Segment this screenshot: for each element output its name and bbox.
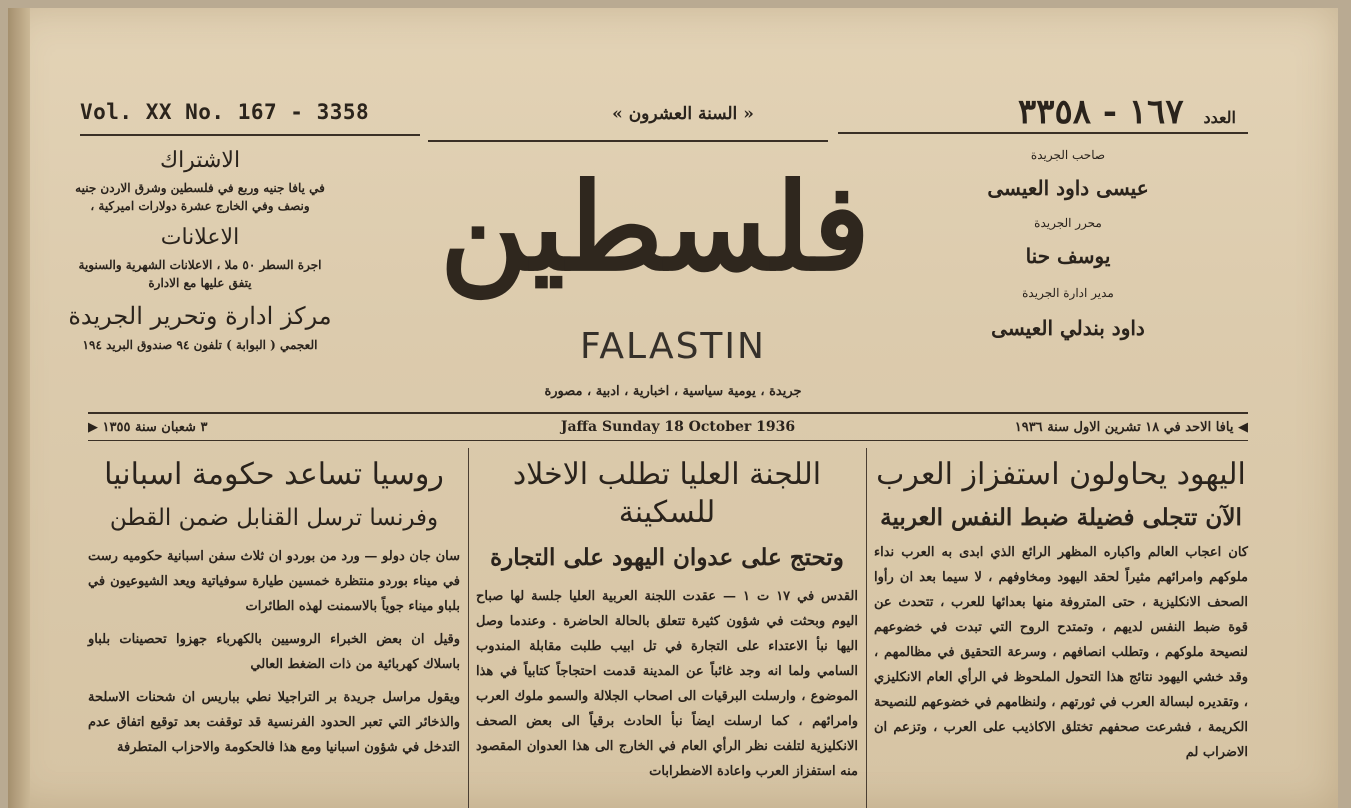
issue-number [1018, 92, 1236, 132]
staff-name: يوسف حنا [1025, 244, 1111, 268]
article-title: اليهود يحاولون استفزاز العرب [876, 457, 1246, 492]
article-paragraph: كان اعجاب العالم واكباره المظهر الرائع الذي ابدى به العرب نداء ملوكهم وامرائهم مثيراً لحقد اليهود ومخاوفهم ، لا سيما بعد ان رأوا الصحف الانكليزية ، حتى المتروفة منها بعدائها للعرب ، تتحدث عن قوة ضبط النفس لديهم ، وتمتدح الروح التي تبدت في خضوعهم لنصيحة ملوكهم ، وتطلب انصافهم ، وسرعة التحقيق في مظالمهم ، وقد خشي اليهود نتائج هذا التحول الملحوظ في الرأي العام الانكليزي ، وتقديره لبسالة العرب في ثورتهم ، ولنظامهم في خضوعهم للنصيحة الكريمة ، فشرعت صحفهم تختلق الاكاذيب على العرب ، وتزعم ان الاضراب لم [874, 545, 1248, 760]
column-divider [866, 448, 867, 808]
masthead-arabic: فلسطين [439, 157, 870, 298]
staff-role: محرر الجريدة [1034, 216, 1102, 230]
article-body [476, 584, 858, 784]
staff-block [938, 148, 1198, 340]
article-subtitle: وفرنسا ترسل القنابل ضمن القطن [109, 505, 439, 531]
article-paragraph: القدس في ١٧ ت ١ — عقدت اللجنة العربية العليا جلسة لها صباح اليوم وبحثت في شؤون كثيرة تتعلق بالحالة الحاضرة . وعندما وصل اليها نبأ الاعتداء على التجارة في تل ابيب طلبت مقابلة المندوب السامي ولما انه وجد غائباً عن المدينة قدمت احتجاجاً كتابياً في هذا الموضوع ، وارسلت البرقيات الى اصحاب الجلالة والسمو ملوك العرب وامرائهم ، كما ارسلت ايضاً نبأ الحادث برقياً الى بعض الصحف الانكليزية لتلفت نظر الرأي العام في الخارج الى هذا العدوان المقصود منه استفزاز العرب واعادة الاضطرابات [476, 589, 858, 779]
newspaper-page [8, 8, 1338, 808]
dateline-english: Jaffa Sunday 18 October 1936 [560, 419, 796, 435]
staff-name: داود بندلي العيسى [991, 316, 1145, 340]
article-title: اللجنة العليا تطلب الاخلاد للسكينة [512, 457, 822, 530]
subscription-line: ونصف وفي الخارج عشرة دولارات اميركية ، [90, 199, 310, 213]
issue-number-value: ١٦٧ - ٣٣٥٨ [1017, 92, 1184, 132]
office-line: العجمي ( البوابة ) تلفون ٩٤ صندوق البريد ١٩٤ [82, 338, 318, 352]
article-body [874, 540, 1248, 765]
header-rule-center [428, 140, 828, 142]
ads-line: يتفق عليها مع الادارة [148, 276, 252, 290]
article-center [476, 456, 858, 792]
page-spine [8, 8, 30, 808]
dateline-rule-top [88, 412, 1248, 414]
ads-title: الاعلانات [160, 225, 240, 250]
year-label: « السنة العشرون » [612, 104, 754, 124]
article-paragraph: وقيل ان بعض الخبراء الروسيين بالكهرباء جهزوا تحصينات بلباو باسلاك كهربائية من ذات الضغط العالي [88, 632, 460, 672]
article-subtitle: وتحتج على عدوان اليهود على التجارة [490, 544, 844, 571]
staff-role: مدير ادارة الجريدة [1022, 286, 1114, 300]
dateline-hijri-text: ٣ شعبان سنة ١٣٥٥ [102, 420, 208, 435]
info-block [40, 148, 360, 354]
issue-label: العدد [1203, 108, 1236, 127]
volume-number: Vol. XX No. 167 - 3358 [80, 100, 370, 124]
subscription-title: الاشتراك [159, 148, 241, 173]
column-divider [468, 448, 469, 808]
article-paragraph: سان جان دولو — ورد من بوردو ان ثلاث سفن اسبانية حكوميه رست في ميناء بوردو منتظرة خمسين طيارة سوفياتية ويعد الشيوعيون في بلباو ميناء جوياً بالاسمنت لهذه الطائرات [88, 549, 460, 614]
article-subtitle: الآن تتجلى فضيلة ضبط النفس العربية [880, 504, 1242, 531]
article-paragraph: ويقول مراسل جريدة بر التراجيلا نطي بباريس ان شحنات الاسلحة والذخائر التي تعبر الحدود الفرنسية قد توقفت بعد توقيع اتفاق عدم التدخل في شؤون اسبانيا ومع هذا فالحكومة والاحزاب المتطرفة [88, 690, 460, 755]
staff-role: صاحب الجريدة [1030, 148, 1106, 162]
article-body [88, 544, 460, 760]
office-title: مركز ادارة وتحرير الجريدة [68, 302, 332, 330]
subscription-line: في يافا جنيه وربع في فلسطين وشرق الاردن جنيه [75, 181, 325, 195]
dateline-hijri: ٣ شعبان سنة ١٣٥٥ ▶ [88, 420, 208, 435]
article-right [874, 456, 1248, 773]
article-title: روسيا تساعد حكومة اسبانيا [104, 457, 444, 492]
dateline-rule-bottom [88, 440, 1248, 441]
masthead-latin: FALASTIN [580, 326, 766, 367]
masthead-tagline: جريدة ، يومية سياسية ، اخبارية ، ادبية ، مصورة [544, 384, 802, 399]
staff-name: عيسى داود العيسى [987, 176, 1149, 200]
ads-line: اجرة السطر ٥٠ ملا ، الاعلانات الشهرية والسنوية [78, 258, 322, 272]
dateline-arabic-text: يافا الاحد في ١٨ تشرين الاول سنة ١٩٣٦ [1014, 420, 1234, 435]
header-rule-right [838, 132, 1248, 134]
article-left [88, 456, 460, 768]
dateline-arabic: ◀ يافا الاحد في ١٨ تشرين الاول سنة ١٩٣٦ [1014, 420, 1248, 435]
header-rule-left [80, 134, 420, 136]
